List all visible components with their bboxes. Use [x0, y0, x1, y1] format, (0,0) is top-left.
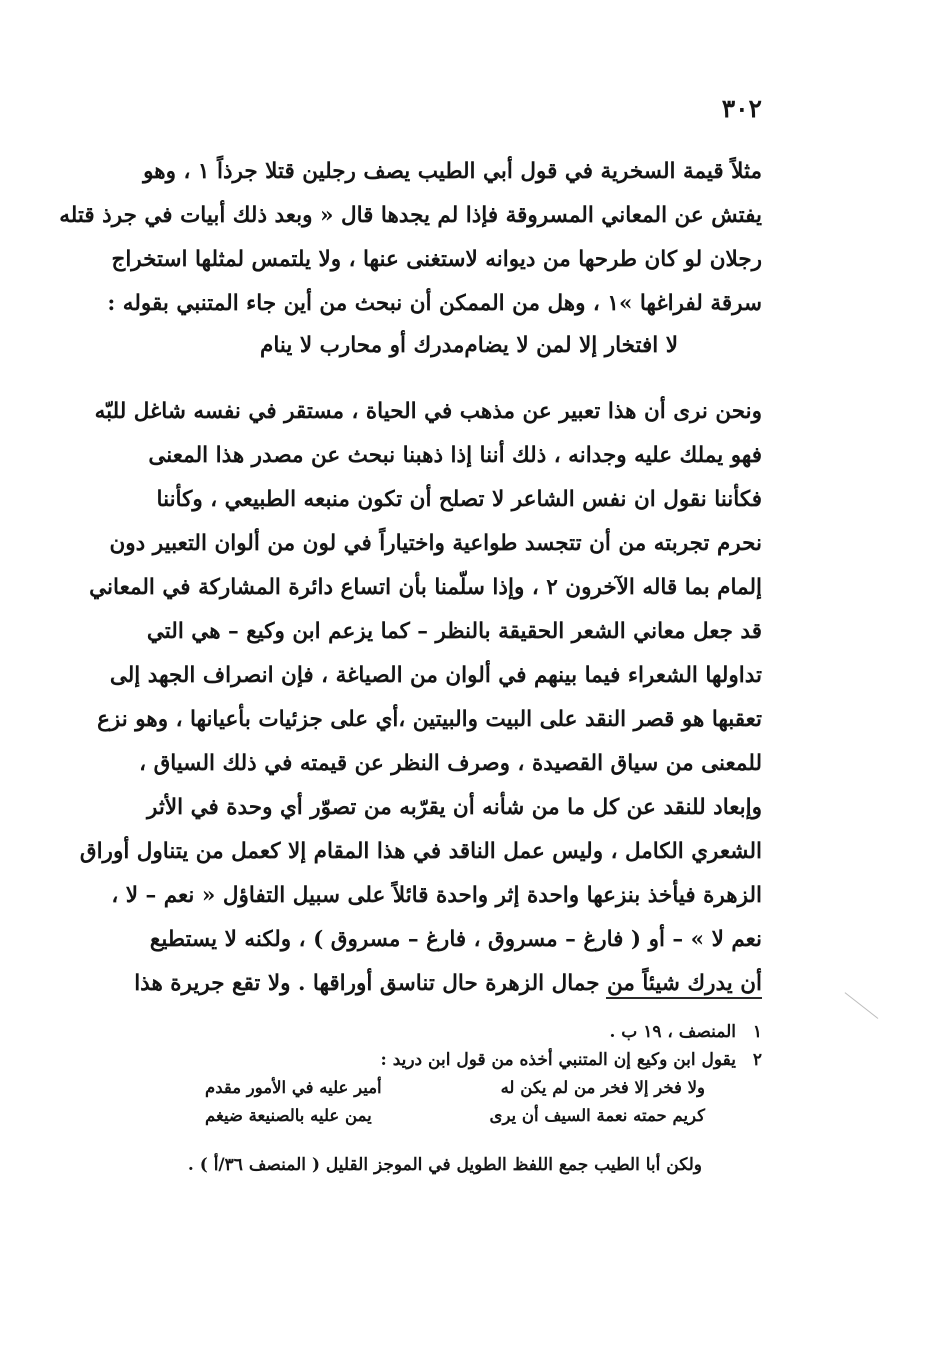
verse-second-hemistich: أمير عليه في الأمور مقدم — [205, 1078, 382, 1097]
text-line: رجلان لو كان طرحها من ديوانه لاستغنى عنها ، ولا يلتمس لمثلها استخراج — [111, 247, 762, 272]
footnote-text: المنصف ، ١٩ ب . — [609, 1022, 736, 1042]
footnote-number: ٢ — [752, 1050, 762, 1070]
verse-second-hemistich: يمن عليه بالصنيعة ضيغم — [205, 1106, 372, 1125]
footnote-closing: ولكن أبا الطيب جمع اللفظ الطويل في الموجز القليل ( المنصف ٣٦/أ ) . — [187, 1155, 702, 1175]
text-line: يفتش عن المعاني المسروقة فإذا لم يجدها قال « وبعد ذلك أبيات في جرذ قتله — [59, 203, 762, 228]
text-line: نحرم تجربته من أن تتجسد طواعية واختياراً في لون من ألوان التعبير دون — [109, 531, 762, 556]
footnote-number: ١ — [752, 1022, 762, 1042]
verse-first-hemistich: كريم حمته نعمة السيف أن يرى — [489, 1106, 705, 1125]
footnotes — [182, 1018, 762, 1074]
text-line: إلمام بما قاله الآخرون ٢ ، وإذا سلّمنا بأن اتساع دائرة المشاركة في المعاني — [89, 575, 762, 600]
text-line: قد جعل معاني الشعر الحقيقة بالنظر – كما يزعم ابن وكيع – هي التي — [146, 619, 762, 644]
footnote-verse-line — [205, 1074, 705, 1102]
text-line: تعقبها هو قصر النقد على البيت والبيتين ،أي على جزئيات بأعيانها ، وهو نزع — [97, 707, 762, 732]
verse-first-hemistich: لا افتخار إلا لمن لا يضام — [464, 333, 678, 358]
page-number: ٣٠٢ — [721, 94, 762, 123]
text-line: الشعري الكامل ، وليس عمل الناقد في هذا المقام إلا كعمل من يتناول أوراق — [79, 839, 762, 864]
verse-first-hemistich: ولا فخر إلا فخر من لم يكن له — [500, 1078, 705, 1097]
text-line: سرقة لفراغها »١ ، وهل من الممكن أن نبحث من أين جاء المتنبي بقوله : — [107, 291, 762, 316]
paragraph-1 — [59, 150, 762, 326]
paragraph-2 — [79, 390, 762, 1006]
text-line: ونحن نرى أن هذا تعبير عن مذهب في الحياة ، مستقر في نفسه شاغل للبّه — [94, 399, 762, 424]
footnote-verse — [205, 1074, 705, 1130]
text-line: الزهرة فيأخذ بنزعها واحدة إثر واحدة قائلاً على سبيل التفاؤل « نعم – لا ، — [111, 883, 762, 908]
text-line: فكأننا نقول ان نفس الشاعر لا تصلح أن تكون منبعه الطبيعي ، وكأننا — [156, 487, 762, 512]
text-line: أن يدرك شيئاً من جمال الزهرة حال تناسق أوراقها . ولا تقع جريرة هذا — [134, 971, 762, 996]
text-line: تداولها الشعراء فيما بينهم في ألوان من الصياغة ، فإن انصراف الجهد إلى — [109, 663, 762, 688]
text-line: مثلاً قيمة السخرية في قول أبي الطيب يصف رجلين قتلا جرذاً ١ ، وهو — [143, 159, 762, 184]
verse-second-hemistich: مدرك أو محارب لا ينام — [260, 333, 465, 358]
text-line: فهو يملك عليه وجدانه ، ذلك أننا إذا ذهبنا نبحث عن مصدر هذا المعنى — [148, 443, 762, 468]
footnote-1 — [182, 1018, 762, 1046]
quoted-verse — [260, 324, 678, 368]
text-line: نعم لا » – أو ( فارغ – مسروق ، فارغ – مسروق ) ، ولكنه لا يستطيع — [149, 927, 762, 952]
footnote-2 — [182, 1046, 762, 1074]
footnote-text: يقول ابن وكيع إن المتنبي أخذه من قول ابن دريد : — [380, 1050, 736, 1070]
footnote-verse-line — [205, 1102, 705, 1130]
scan-edge-mark — [845, 992, 879, 1019]
text-line: وإبعاد للنقد عن كل ما من شأنه أن يقرّبه من تصوّر أي وحدة في الأثر — [147, 795, 762, 820]
footnote-separator — [606, 997, 762, 999]
text-line: للمعنى من سياق القصيدة ، وصرف النظر عن قيمته في ذلك السياق ، — [139, 751, 762, 776]
